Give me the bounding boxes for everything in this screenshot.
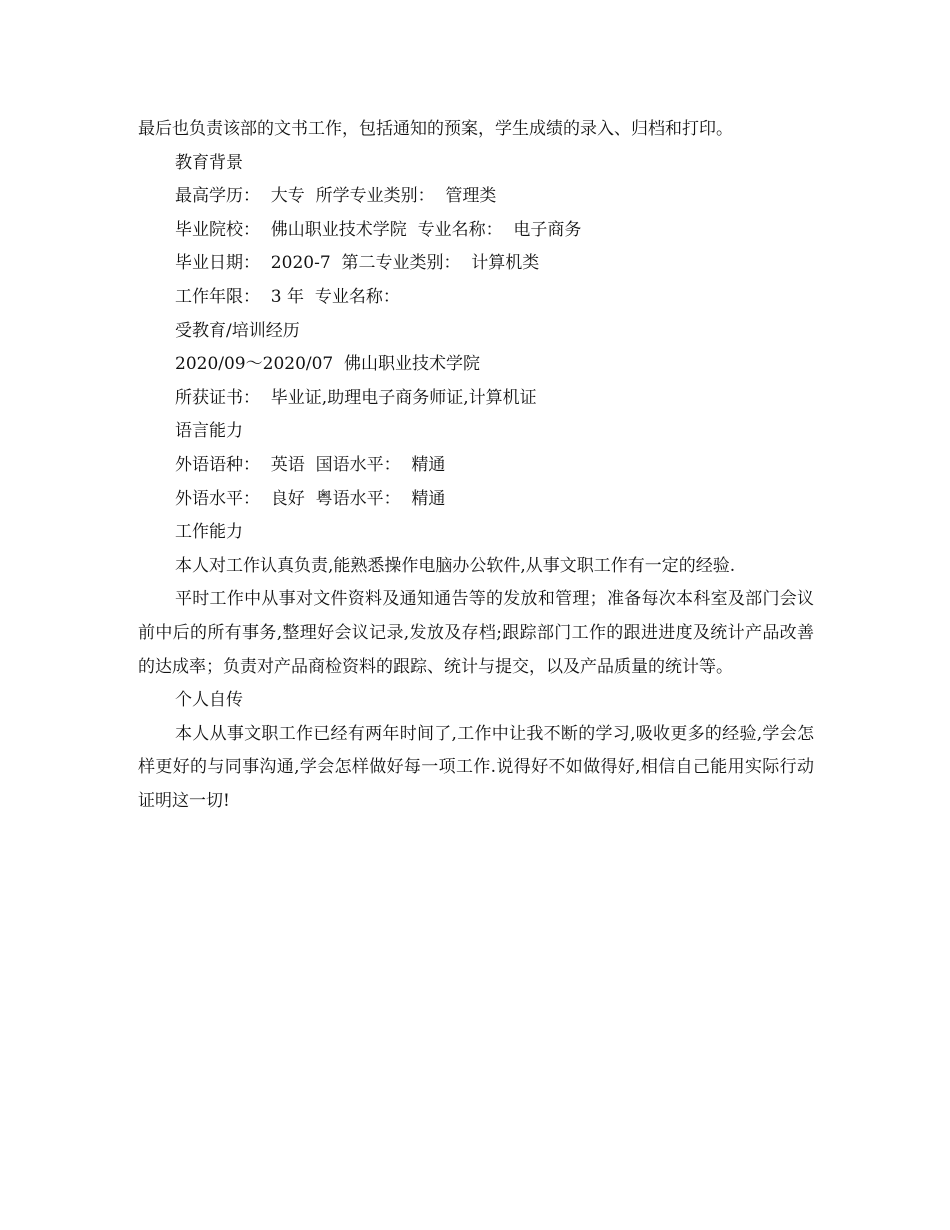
field-certificates: 所获证书： 毕业证,助理电子商务师证,计算机证 <box>175 387 537 408</box>
field-training-period: 2020/09～2020/07 佛山职业技术学院 <box>175 354 481 375</box>
heading-training: 受教育/培训经历 <box>175 320 300 341</box>
field-school: 毕业院校： 佛山职业技术学院 专业名称： 电子商务 <box>175 219 582 240</box>
heading-language: 语言能力 <box>175 421 243 442</box>
field-work-years: 工作年限： 3 年 专业名称： <box>175 286 400 307</box>
field-graduation-date: 毕业日期： 2020-7 第二专业类别： 计算机类 <box>175 253 540 274</box>
paragraph-self-introduction: 本人从事文职工作已经有两年时间了,工作中让我不断的学习,吸收更多的经验,学会怎样更好的与同事沟通,学会怎样做好每一项工作.说得好不如做得好,相信自己能用实际行动证明这一切! <box>138 723 814 811</box>
text-line-continuation: 最后也负责该部的文书工作，包括通知的预案，学生成绩的录入、归档和打印。 <box>138 119 733 139</box>
document-body <box>138 113 814 818</box>
heading-education: 教育背景 <box>175 152 243 173</box>
field-highest-degree: 最高学历： 大专 所学专业类别： 管理类 <box>175 186 497 207</box>
field-foreign-language: 外语语种： 英语 国语水平： 精通 <box>175 454 446 475</box>
heading-self-introduction: 个人自传 <box>175 690 243 711</box>
field-foreign-level: 外语水平： 良好 粤语水平： 精通 <box>175 488 446 509</box>
paragraph-duties: 平时工作中从事对文件资料及通知通告等的发放和管理；准备每次本科室及部门会议前中后的所有事务,整理好会议记录,发放及存档;跟踪部门工作的跟进进度及统计产品改善的达成率；负责对产品商检资料的跟踪、统计与提交，以及产品质量的统计等。 <box>138 589 814 677</box>
text-work-ability-summary: 本人对工作认真负责,能熟悉操作电脑办公软件,从事文职工作有一定的经验. <box>175 555 736 576</box>
heading-work-ability: 工作能力 <box>175 522 243 543</box>
